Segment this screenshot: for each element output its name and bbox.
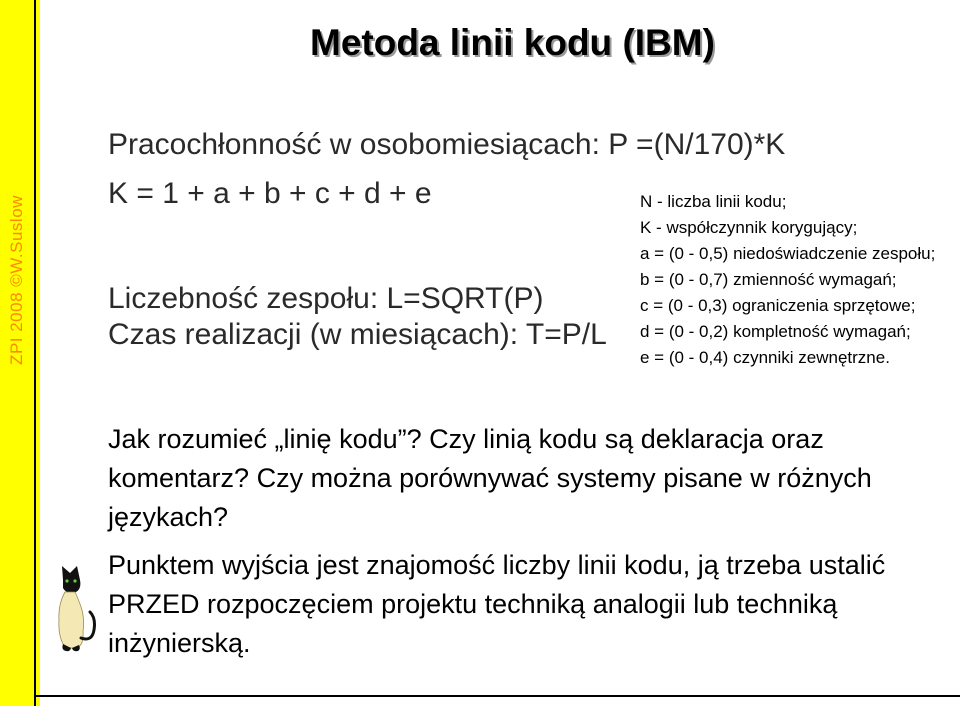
legend-item: N - liczba linii kodu; bbox=[640, 192, 787, 211]
side-label-text: ZPI 2008 ©W.Suslow bbox=[7, 195, 26, 365]
legend-item: c = (0 - 0,3) ograniczenia sprzętowe; bbox=[640, 296, 916, 315]
conclusion-line: Punktem wyjścia jest znajomość liczby linii kodu, ją trzeba ustalić bbox=[108, 550, 886, 580]
bottom-divider-line bbox=[34, 695, 960, 697]
question-line: językach? bbox=[108, 502, 229, 532]
question-line: komentarz? Czy można porównywać systemy pisane w różnych bbox=[108, 463, 872, 493]
question-line: Jak rozumieć „linię kodu”? Czy linią kodu są deklaracja oraz bbox=[108, 424, 824, 454]
cat-illustration bbox=[50, 560, 102, 656]
formula-k: K = 1 + a + b + c + d + e bbox=[108, 177, 432, 210]
formula-duration: Czas realizacji (w miesiącach): T=P/L bbox=[108, 318, 607, 351]
legend-item: a = (0 - 0,5) niedoświadczenie zespołu; bbox=[640, 244, 936, 263]
legend-item: e = (0 - 0,4) czynniki zewnętrzne. bbox=[640, 348, 890, 367]
legend-item: b = (0 - 0,7) zmienność wymagań; bbox=[640, 270, 897, 289]
conclusion-line: PRZED rozpoczęciem projektu techniką analogii lub techniką bbox=[108, 589, 838, 619]
slide-title: Metoda linii kodu (IBM) bbox=[310, 22, 715, 63]
side-label bbox=[4, 190, 30, 370]
side-divider-line bbox=[34, 0, 36, 706]
legend-item: d = (0 - 0,2) kompletność wymagań; bbox=[640, 322, 911, 341]
formula-team-size: Liczebność zespołu: L=SQRT(P) bbox=[108, 282, 544, 315]
legend-item: K - współczynnik korygujący; bbox=[640, 218, 858, 237]
formula-effort: Pracochłonność w osobomiesiącach: P =(N/170)*K bbox=[108, 128, 786, 161]
conclusion-line: inżynierską. bbox=[108, 628, 251, 658]
